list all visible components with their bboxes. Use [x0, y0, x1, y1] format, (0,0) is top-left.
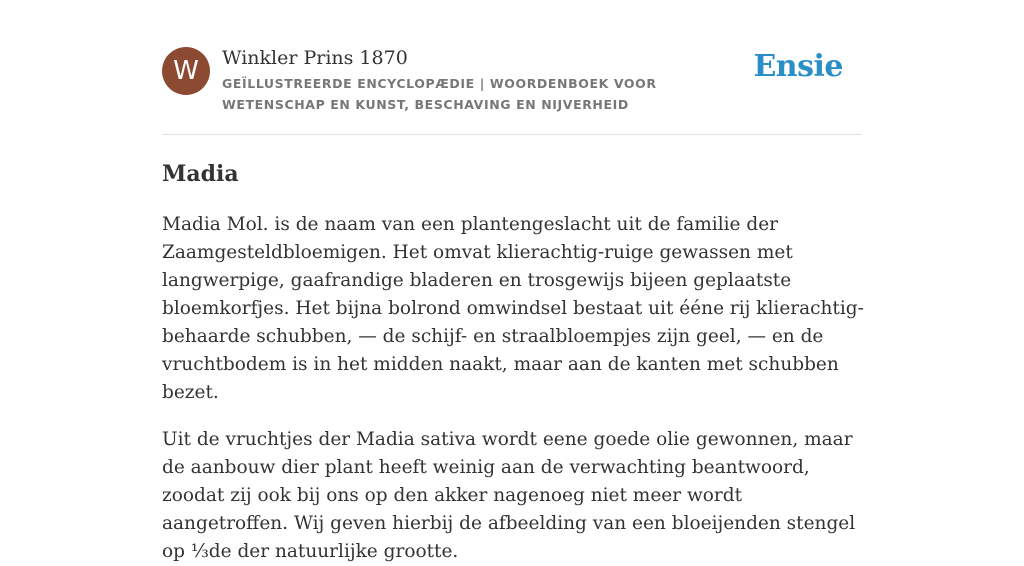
- source-subtitle: GEÏLLUSTREERDE ENCYCLOPÆDIE | WOORDENBOEK VOOR WETENSCHAP EN KUNST, BESCHAVING EN NIJVERHEID: [222, 76, 657, 112]
- source-title[interactable]: Winkler Prins 1870: [222, 47, 408, 69]
- ensie-logo[interactable]: Ensie: [753, 49, 843, 84]
- article-paragraph: Madia Mol. is de naam van een plantengeslacht uit de familie der Zaamgesteldbloemigen. Het omvat klierachtig-ruige gewassen met langwerpige, gaafrandige bladeren en trosgewijs bijeen geplaatste bloemkorfjes. Het bijna bolrond omwindsel bestaat uit ééne rij klierachtig-behaarde schubben, — de schijf- en straalbloempjes zijn geel, — en de vruchtbodem is in het midden naakt, maar aan de kanten met schubben bezet.: [162, 214, 864, 403]
- header-divider: [162, 134, 862, 135]
- source-info: [222, 45, 762, 115]
- source-avatar[interactable]: W: [162, 47, 210, 95]
- article-title: Madia: [162, 161, 239, 187]
- article: [162, 157, 867, 566]
- entry-header: [162, 45, 862, 135]
- article-paragraph: Uit de vruchtjes der Madia sativa wordt eene goede olie gewonnen, maar de aanbouw dier plant heeft weinig aan de verwachting beantwoord, zoodat zij ook bij ons op den akker nagenoeg niet meer wordt aangetroffen. Wij geven hierbij de afbeelding van een bloeijenden stengel op ⅓de der natuurlijke grootte.: [162, 429, 856, 562]
